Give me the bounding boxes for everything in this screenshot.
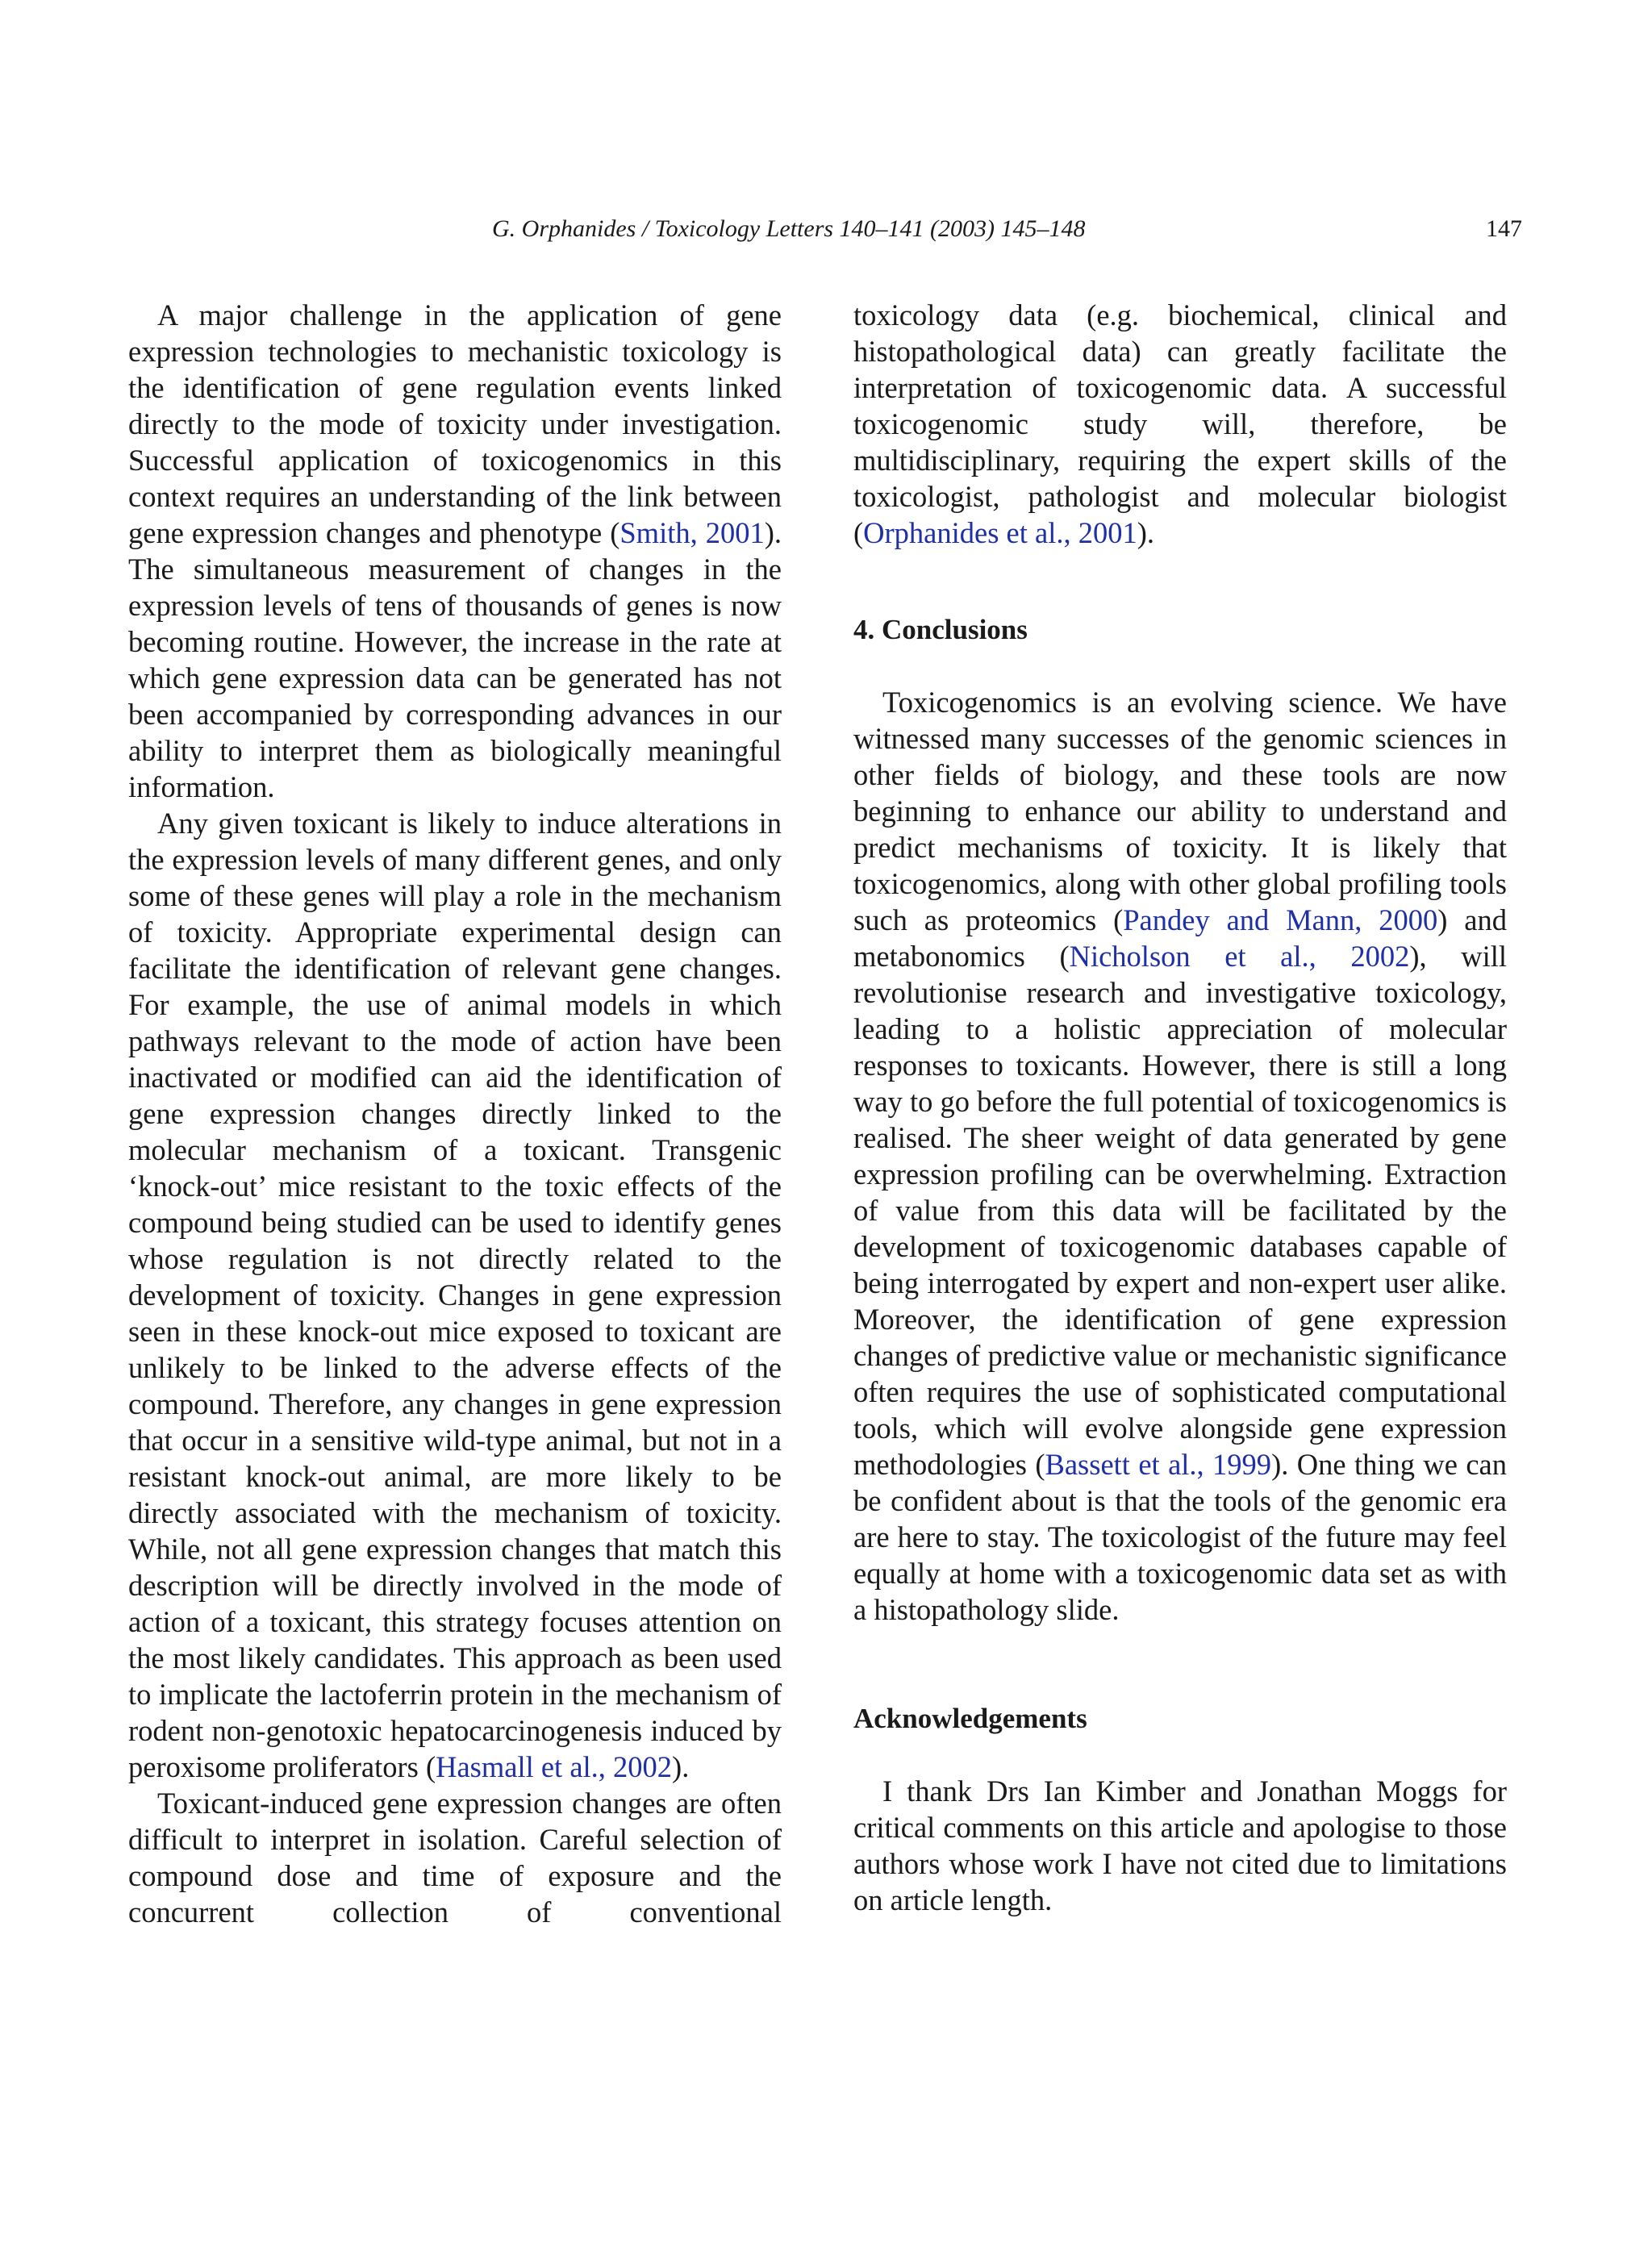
- citation-bassett-1999[interactable]: Bassett et al., 1999: [1045, 1448, 1272, 1481]
- running-head: G. Orphanides / Toxicology Letters 140–141 (2003) 145–148: [492, 215, 1086, 242]
- paragraph-acknowledgements: I thank Drs Ian Kimber and Jonathan Moggs for critical comments on this article and apologise to those authors whose work I have not cited due to limitations on article length.: [853, 1774, 1507, 1916]
- right-column: [853, 297, 1507, 1918]
- left-column: [128, 297, 782, 1930]
- citation-hasmall-2002[interactable]: Hasmall et al., 2002: [436, 1750, 673, 1783]
- citation-pandey-mann-2000[interactable]: Pandey and Mann, 2000: [1123, 903, 1438, 936]
- citation-nicholson-2002[interactable]: Nicholson et al., 2002: [1069, 940, 1410, 973]
- paragraph-interpretation: Toxicant-induced gene expression changes are often difficult to interpret in isolation. Careful selection of compound dose and time of exposure and the concurrent collection of conventional: [128, 1787, 782, 1929]
- page-number: 147: [1486, 215, 1522, 242]
- citation-orphanides-2001[interactable]: Orphanides et al., 2001: [863, 516, 1137, 549]
- paragraph-conclusions: Toxicogenomics is an evolving science. We have witnessed many successes of the genomic sciences in other fields of biology, and these tools are now beginning to enhance our ability to understand and predict mechanisms of toxicity. It is likely that toxicogenomics, along with other global profiling tools such as proteomics (Pandey and Mann, 2000) and metabonomics (Nicholson et al., 2002), will revolutionise research and investigative toxicology, leading to a holistic appreciation of molecular responses to toxicants. However, there is still a long way to go before the full potential of toxicogenomics is realised. The sheer weight of data generated by gene expression profiling can be overwhelming. Extraction of value from this data will be facilitated by the development of toxicogenomic databases capable of being interrogated by expert and non-expert user alike. Moreover, the identification of gene expression changes of predictive value or mechanistic significance often requires the use of sophisticated computational tools, which will evolve alongside gene expression methodologies (Bassett et al., 1999). One thing we can be confident about is that the tools of the genomic era are here to stay. The toxicologist of the future may feel equally at home with a toxicogenomic data set as with a histopathology slide.: [853, 686, 1508, 1626]
- section-heading-conclusions: 4. Conclusions: [853, 614, 1028, 645]
- citation-smith-2001[interactable]: Smith, 2001: [620, 516, 765, 549]
- paragraph-continuation: toxicology data (e.g. biochemical, clinical and histopathological data) can greatly facilitate the interpretation of toxicogenomic data. A successful toxicogenomic study will, therefore, be multidisciplinary, requiring the expert skills of the toxicologist, pathologist and molecular biologist (Orphanides et al., 2001).: [853, 298, 1507, 549]
- section-heading-acknowledgements: Acknowledgements: [853, 1703, 1087, 1734]
- paragraph-challenge: A major challenge in the application of gene expression technologies to mechanistic toxicology is the identification of gene regulation events linked directly to the mode of toxicity under investigation. Successful application of toxicogenomics in this context requires an understanding of the link between gene expression changes and phenotype (Smith, 2001). The simultaneous measurement of changes in the expression levels of tens of thousands of genes is now becoming routine. However, the increase in the rate at which gene expression data can be generated has not been accompanied by corresponding advances in our ability to interpret them as biologically meaningful information.: [128, 298, 782, 803]
- paragraph-toxicant: Any given toxicant is likely to induce alterations in the expression levels of many different genes, and only some of these genes will play a role in the mechanism of toxicity. Appropriate experimental design can facilitate the identification of relevant gene changes. For example, the use of animal models in which pathways relevant to the mode of action have been inactivated or modified can aid the identification of gene expression changes directly linked to the molecular mechanism of a toxicant. Transgenic ‘knock-out’ mice resistant to the toxic effects of the compound being studied can be used to identify genes whose regulation is not directly related to the development of toxicity. Changes in gene expression seen in these knock-out mice exposed to toxicant are unlikely to be linked to the adverse effects of the compound. Therefore, any changes in gene expression that occur in a sensitive wild-type animal, but not in a resistant knock-out animal, are more likely to be directly associated with the mechanism of toxicity. While, not all gene expression changes that match this description will be directly involved in the mode of action of a toxicant, this strategy focuses attention on the most likely candidates. This approach as been used to implicate the lactoferrin protein in the mechanism of rodent non-genotoxic hepatocarcinogenesis induced by peroxisome proliferators (Hasmall et al., 2002).: [128, 807, 782, 1783]
